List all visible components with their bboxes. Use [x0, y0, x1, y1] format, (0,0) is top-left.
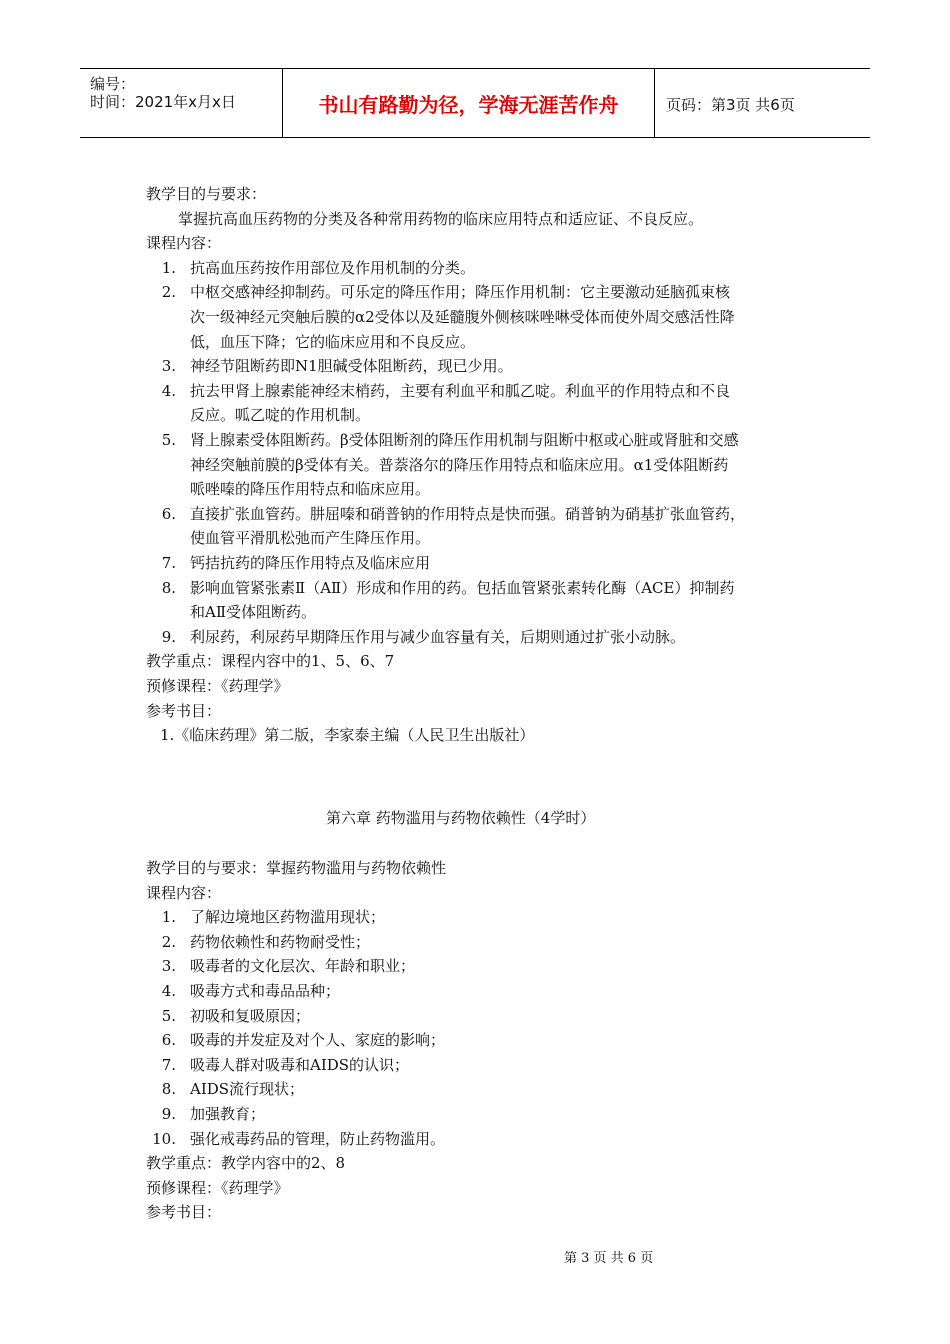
- doc-number-label: 编号：: [90, 75, 136, 93]
- key-points: 教学重点：课程内容中的1、5、6、7: [146, 652, 395, 671]
- header-meta: [80, 69, 282, 137]
- chapter-title: 第六章 药物滥用与药物依赖性（4学时）: [326, 809, 596, 827]
- list-item-number: 7.: [161, 1055, 176, 1074]
- list-item-number: 6.: [161, 1031, 176, 1050]
- list-item-number: 5.: [161, 1006, 176, 1025]
- list-item-text: 影响血管紧张素Ⅱ（AⅡ）形成和作用的药。包括血管紧张素转化酶（ACE）抑制药: [190, 578, 735, 597]
- list-item-text: 初吸和复吸原因；: [190, 1006, 311, 1025]
- header-table: [80, 68, 870, 138]
- page-footer: 第 3 页 共 6 页: [564, 1251, 654, 1266]
- content-label: 课程内容：: [146, 883, 222, 902]
- list-item-number: 4.: [161, 381, 176, 400]
- list-item-number: 9.: [161, 627, 176, 646]
- list-item-text: 吸毒人群对吸毒和AIDS的认识；: [190, 1055, 410, 1074]
- chapter-goal: 教学目的与要求：掌握药物滥用与药物依赖性: [146, 859, 447, 877]
- prerequisite-course: 预修课程：《药理学》: [146, 677, 289, 695]
- list-item-number: 2.: [161, 283, 176, 302]
- list-item-text: 和AⅡ受体阻断药。: [190, 603, 317, 622]
- goal-label: 教学目的与要求：: [146, 185, 267, 203]
- list-item-text: 低，血压下降；它的临床应用和不良反应。: [190, 332, 476, 351]
- list-item-text: 钙拮抗药的降压作用特点及临床应用: [190, 554, 431, 572]
- list-item-text: 了解边境地区药物滥用现状；: [190, 908, 386, 927]
- reference-label: 参考书目：: [146, 701, 222, 720]
- list-item-text: 肾上腺素受体阻断药。β受体阻断剂的降压作用机制与阻断中枢或心脏或肾脏和交感: [190, 431, 739, 449]
- list-item-text: 加强教育；: [190, 1105, 266, 1123]
- list-item-number: 1.: [161, 908, 176, 927]
- list-item-number: 8.: [161, 578, 176, 597]
- list-item-text: 吸毒者的文化层次、年龄和职业；: [190, 957, 416, 976]
- list-item-number: 8.: [161, 1080, 176, 1099]
- list-item-text: 神经节阻断药即N1胆碱受体阻断药，现已少用。: [190, 357, 513, 376]
- list-item-text: 吸毒的并发症及对个人、家庭的影响；: [190, 1031, 446, 1050]
- list-item-text: 抗去甲肾上腺素能神经末梢药，主要有利血平和胍乙啶。利血平的作用特点和不良: [190, 381, 731, 400]
- list-item-text: 哌唑嗪的降压作用特点和临床应用。: [190, 480, 431, 499]
- reference-label: 参考书目：: [146, 1203, 222, 1222]
- list-item-number: 9.: [161, 1105, 176, 1123]
- goal-text: 掌握抗高血压药物的分类及各种常用药物的临床应用特点和适应证、不良反应。: [178, 209, 704, 228]
- list-item-number: 10.: [152, 1129, 176, 1148]
- doc-time-label: 时间：2021年x月x日: [90, 93, 236, 111]
- list-item-number: 1.: [161, 258, 176, 277]
- list-item-number: 3.: [161, 357, 176, 376]
- list-item-number: 2.: [161, 932, 176, 951]
- list-item-number: 5.: [161, 431, 176, 449]
- list-item-text: 吸毒方式和毒品品种；: [190, 982, 341, 1000]
- list-item-number: 7.: [161, 554, 176, 572]
- list-item-number: 3.: [161, 957, 176, 976]
- list-item-number: 6.: [161, 504, 176, 523]
- list-item-text: 抗高血压药按作用部位及作用机制的分类。: [190, 258, 476, 277]
- list-item-text: AIDS流行现状；: [190, 1080, 305, 1099]
- list-item-text: 利尿药，利尿药早期降压作用与减少血容量有关，后期则通过扩张小动脉。: [190, 627, 686, 646]
- prerequisite-course: 预修课程：《药理学》: [146, 1178, 289, 1197]
- reference-item: 1.《临床药理》第二版，李家泰主编（人民卫生出版社）: [160, 726, 535, 745]
- list-item-text: 直接扩张血管药。肼屈嗪和硝普钠的作用特点是快而强。硝普钠为硝基扩张血管药，: [190, 504, 746, 523]
- list-item-text: 中枢交感神经抑制药。可乐定的降压作用；降压作用机制：它主要激动延脑孤束核: [190, 283, 731, 302]
- header-page-code: 页码：第3页 共6页: [666, 96, 795, 114]
- list-item-number: 4.: [161, 982, 176, 1000]
- list-item-text: 次一级神经元突触后膜的α2受体以及延髓腹外侧核咪唑啉受体而使外周交感活性降: [190, 308, 735, 326]
- list-item-text: 使血管平滑肌松弛而产生降压作用。: [190, 529, 431, 548]
- list-item-text: 强化戒毒药品的管理，防止药物滥用。: [190, 1129, 446, 1148]
- list-item-text: 神经突触前膜的β受体有关。普萘洛尔的降压作用特点和临床应用。α1受体阻断药: [190, 455, 729, 474]
- content-label: 课程内容：: [146, 234, 222, 253]
- header-motto: 书山有路勤为径，学海无涯苦作舟: [318, 92, 619, 117]
- list-item-text: 药物依赖性和药物耐受性；: [190, 932, 371, 951]
- header-divider: [654, 69, 655, 137]
- key-points: 教学重点：教学内容中的2、8: [146, 1154, 346, 1173]
- list-item-text: 反应。呱乙啶的作用机制。: [190, 406, 371, 425]
